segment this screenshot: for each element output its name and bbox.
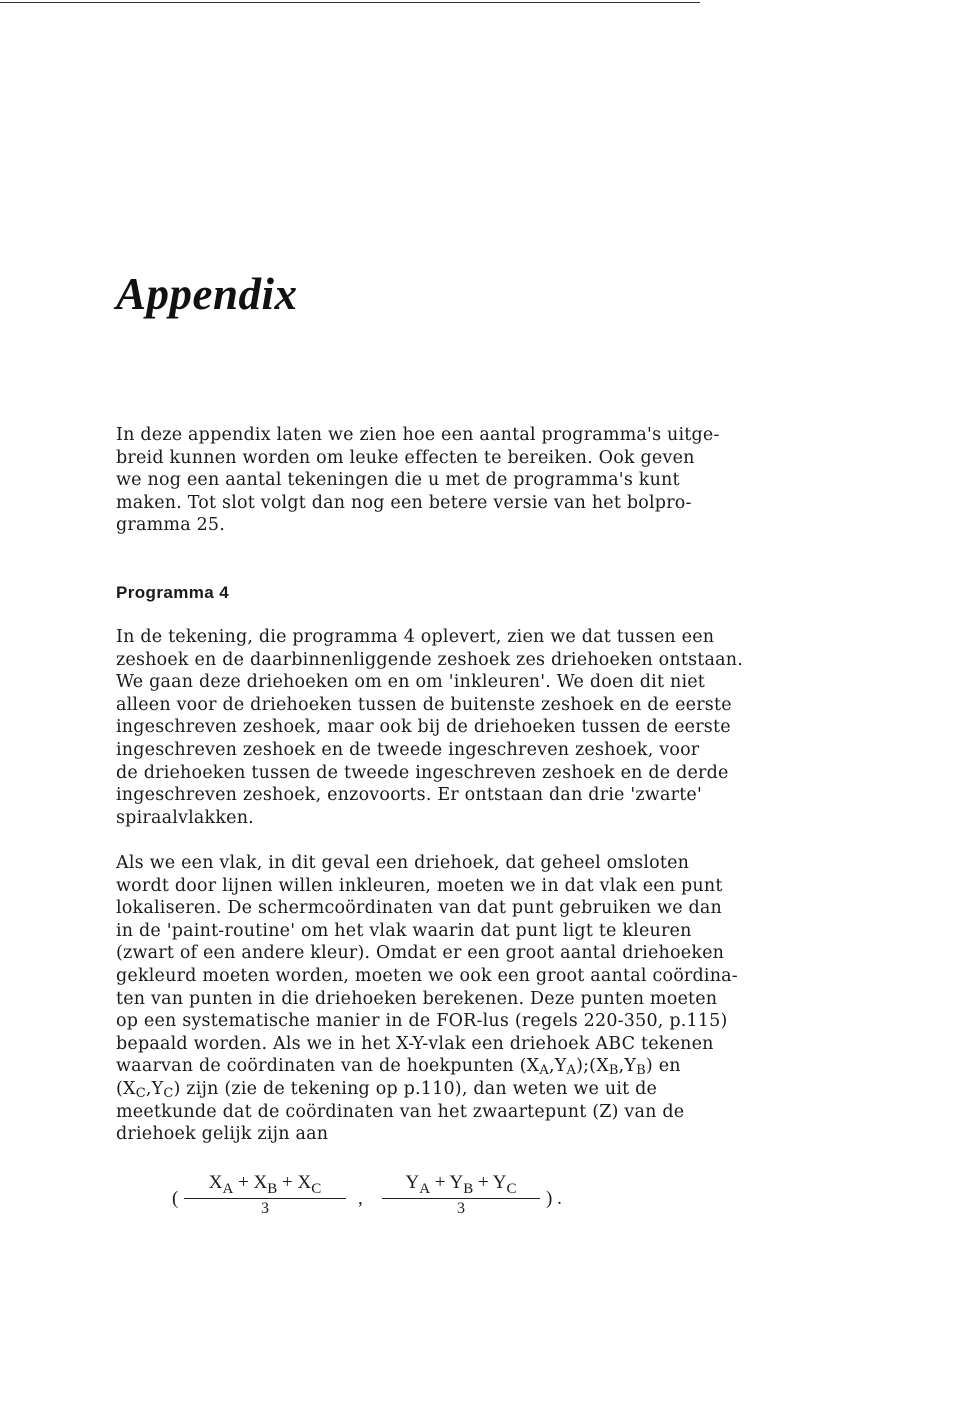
close-paren-period: ) . [546,1188,562,1209]
text-run: X [208,1172,223,1193]
p2-line: meetkunde dat de coördinaten van het zwaartepunt (Z) van de [116,1101,685,1122]
subscript: C [163,1085,174,1101]
p1-line: alleen voor de driehoeken tussen de buitenste zeshoek en de eerste [116,694,732,715]
p1-line: spiraalvlakken. [116,807,254,828]
p2-line: ten van punten in die driehoeken berekenen. Deze punten moeten [116,988,718,1009]
top-rule [0,2,700,3]
text-run: waarvan de coördinaten van de hoekpunten (X [116,1056,540,1077]
text-run: + Y [430,1172,464,1193]
p2-line-coordinates-c [116,1079,657,1099]
y-numerator [382,1172,540,1197]
p2-line: in de 'paint-routine' om het vlak waarin dat punt ligt te kleuren [116,920,692,941]
text-run: ) zijn (zie de tekening op p.110), dan weten we uit de [173,1078,658,1099]
p1-line: ingeschreven zeshoek en de tweede ingeschreven zeshoek, voor [116,739,700,760]
subscript: A [222,1181,234,1197]
text-run: );(X [576,1056,609,1077]
intro-line: maken. Tot slot volgt dan nog een betere versie van het bolpro- [116,492,692,513]
intro-paragraph [116,424,856,537]
centroid-formula [172,1172,592,1232]
paragraph-1 [116,626,856,829]
p2-line-coordinates [116,1056,681,1079]
subscript: C [311,1181,322,1197]
intro-line: In deze appendix laten we zien hoe een aantal programma's uitge- [116,425,720,445]
x-denominator: 3 [261,1200,269,1217]
text-run: ,Y [548,1056,567,1077]
p2-line: bepaald worden. Als we in het X-Y-vlak een driehoek ABC tekenen [116,1033,714,1054]
p2-line: gekleurd moeten worden, moeten we ook een groot aantal coördina- [116,965,738,986]
p1-line: de driehoeken tussen de tweede ingeschreven zeshoek en de derde [116,762,729,783]
subscript: C [135,1085,146,1101]
text-run: Y [405,1172,420,1193]
comma: , [358,1188,363,1209]
subscript: B [267,1181,278,1197]
p1-line: ingeschreven zeshoek, enzovoorts. Er ontstaan dan drie 'zwarte' [116,785,702,806]
text-run: + X [233,1172,268,1193]
intro-line: gramma 25. [116,515,226,536]
p2-line: wordt door lijnen willen inkleuren, moeten we in dat vlak een punt [116,875,723,896]
p2-line: (zwart of een andere kleur). Omdat er een groot aantal driehoeken [116,943,725,964]
p2-line: driehoek gelijk zijn aan [116,1124,329,1145]
subscript: B [463,1181,474,1197]
subscript: B [636,1063,646,1079]
p1-line: ingeschreven zeshoek, maar ook bij de driehoeken tussen de eerste [116,717,731,738]
x-numerator [184,1172,346,1197]
section-heading: Programma 4 [116,583,230,602]
text-run: (X [116,1078,136,1099]
open-paren: ( [172,1188,179,1209]
intro-line: breid kunnen worden om leuke effecten te bereiken. Ook geven [116,447,695,468]
p2-line: op een systematische manier in de FOR-lus (regels 220-350, p.115) [116,1011,728,1032]
p1-line: zeshoek en de daarbinnenliggende zeshoek zes driehoeken ontstaan. [116,649,743,670]
subscript: C [506,1181,517,1197]
text-run: + Y [473,1172,507,1193]
p2-line: Als we een vlak, in dit geval een driehoek, dat geheel omsloten [116,853,690,873]
text-run: ) en [645,1056,681,1077]
y-fraction [382,1172,540,1218]
text-run: ,Y [618,1056,637,1077]
intro-line: we nog een aantal tekeningen die u met de programma's kunt [116,470,680,491]
x-fraction [184,1172,346,1218]
paragraph-2 [116,852,856,1146]
subscript: B [608,1063,619,1079]
fraction-bar [184,1198,346,1199]
p1-line: We gaan deze driehoeken om en om 'inkleuren'. We doen dit niet [116,672,706,693]
text-run: ,Y [145,1078,164,1099]
p1-line: In de tekening, die programma 4 oplevert, zien we dat tussen een [116,627,715,647]
fraction-bar [382,1198,540,1199]
p2-line: lokaliseren. De schermcoördinaten van dat punt gebruiken we dan [116,898,723,919]
subscript: A [566,1063,577,1079]
page-title: Appendix [116,269,298,319]
subscript: A [419,1181,431,1197]
text-run: + X [277,1172,312,1193]
y-denominator: 3 [457,1200,465,1217]
subscript: A [539,1063,549,1079]
